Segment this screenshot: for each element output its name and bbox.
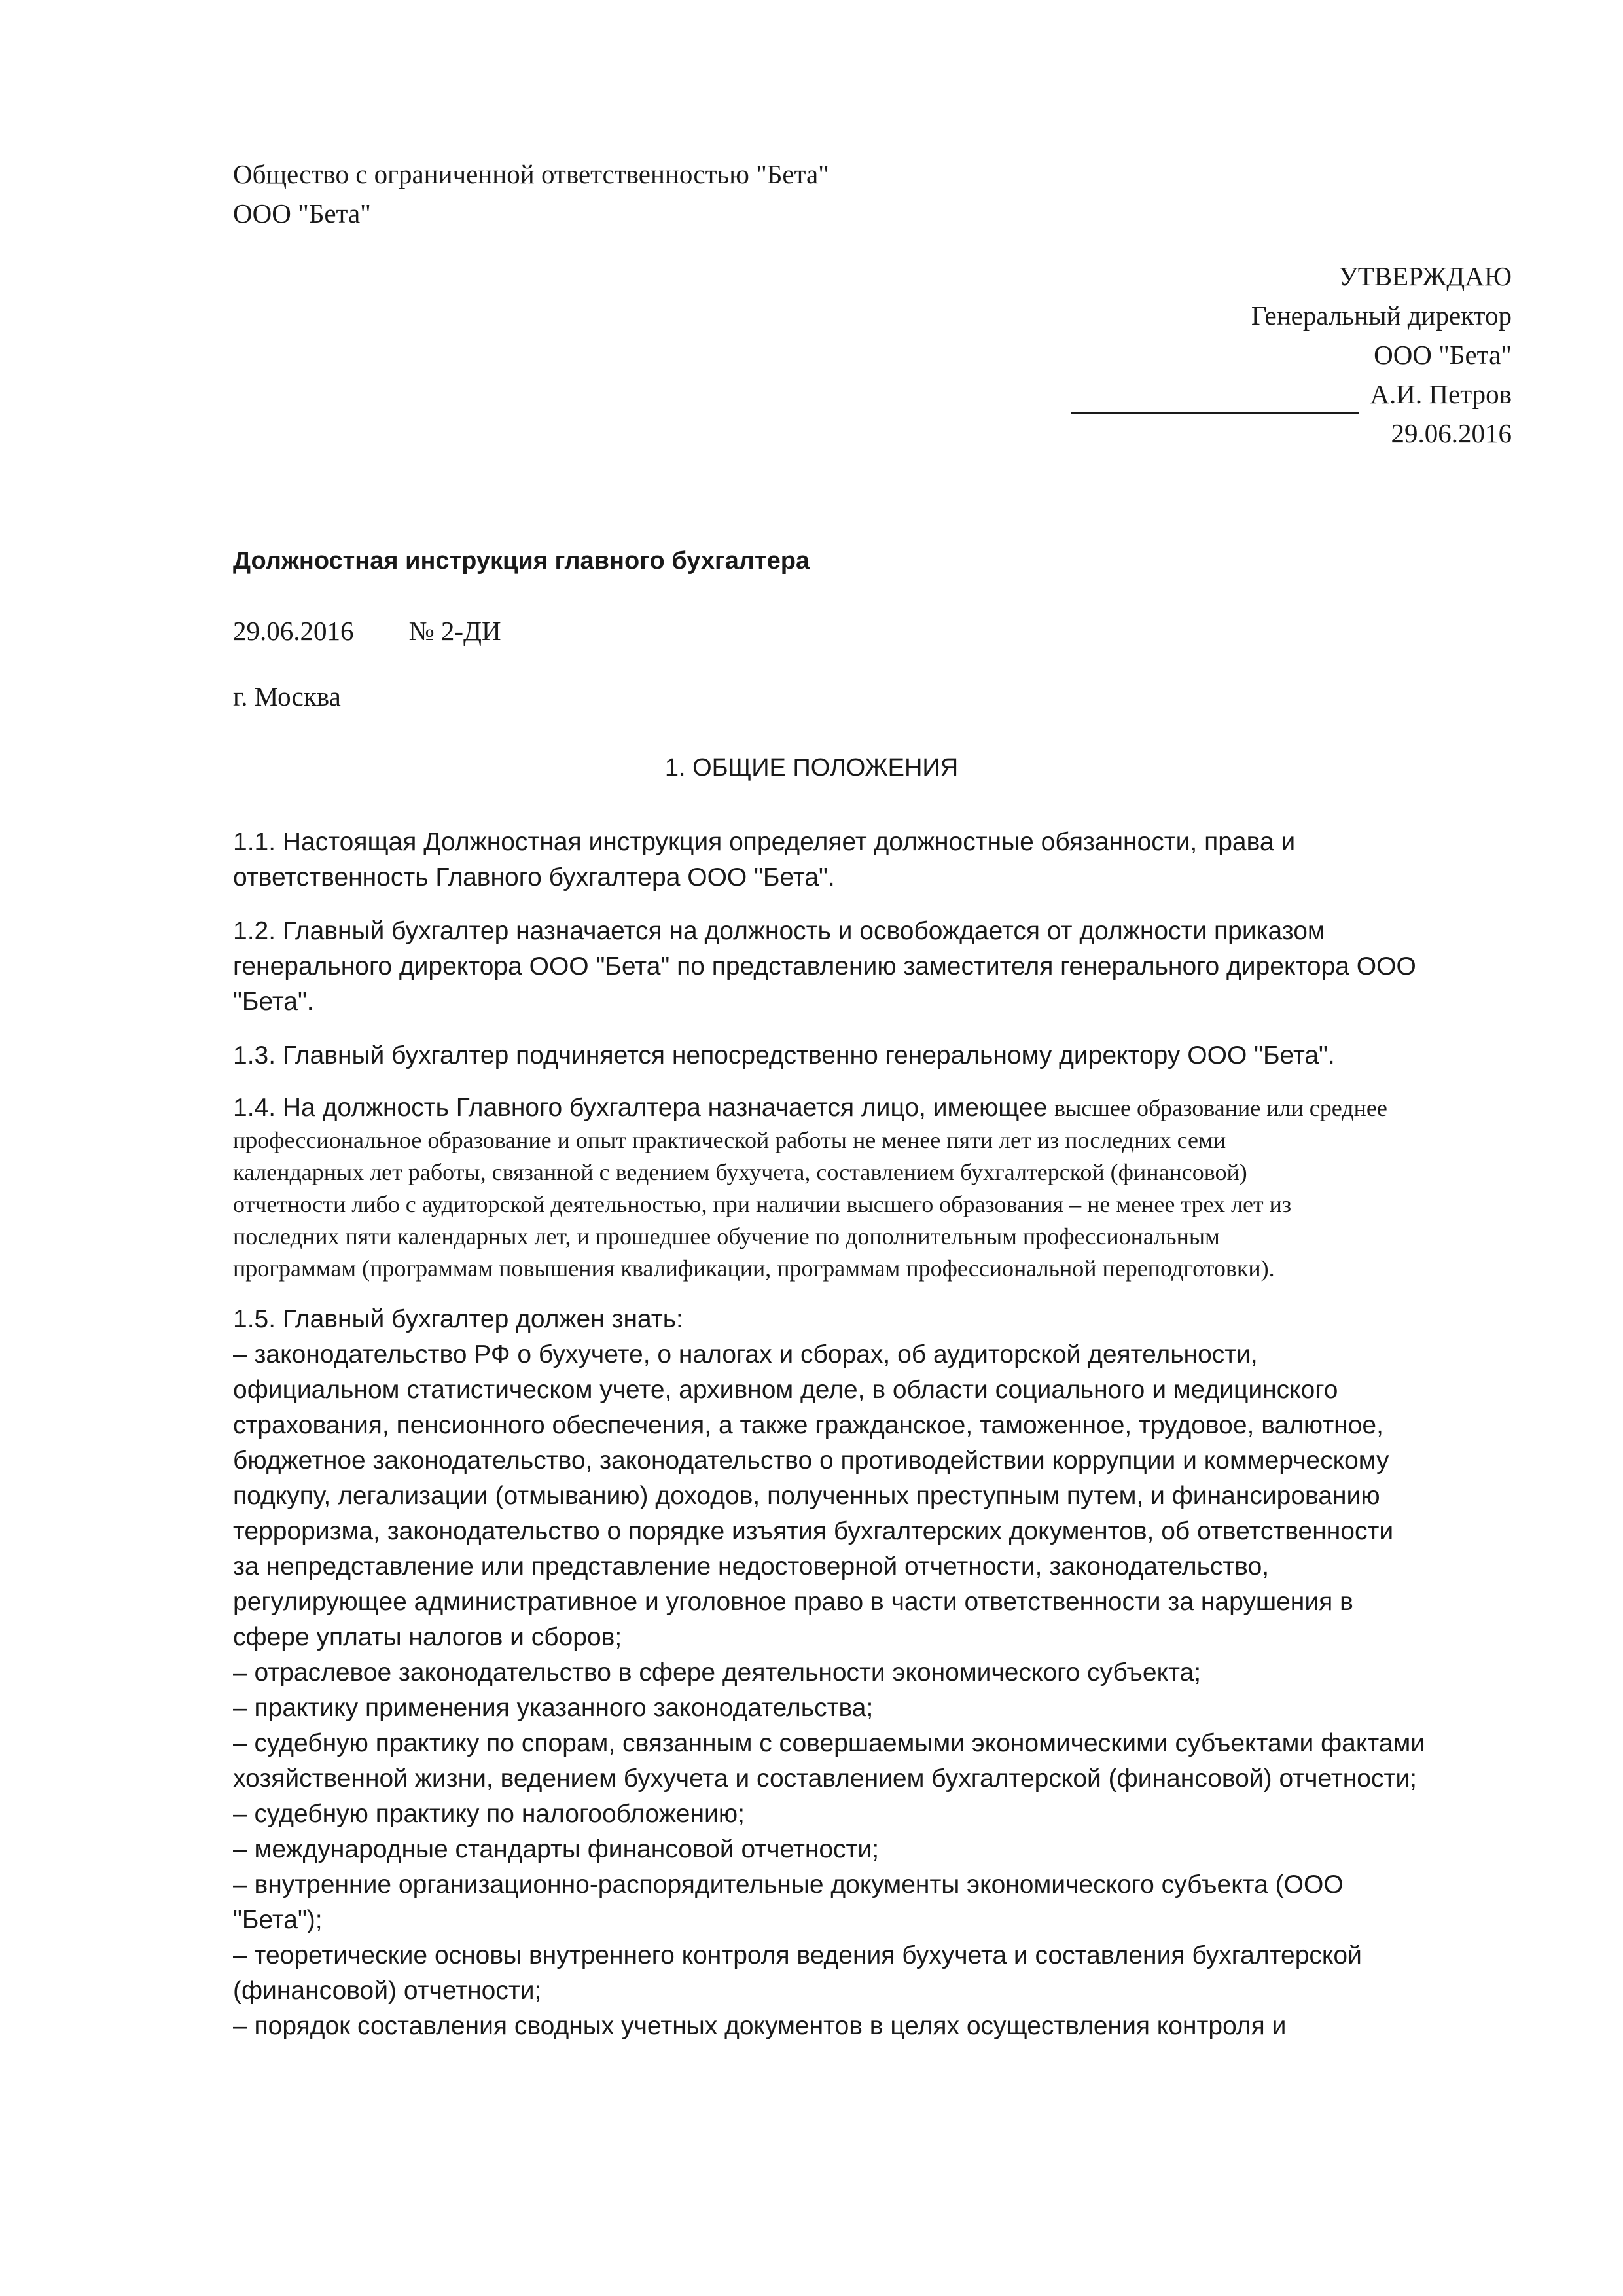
list-item-line: – законодательство РФ о бухучете, о налогах и сборах, об аудиторской деятельности, [233,1340,1258,1369]
paragraph-1-1 [233,825,1516,895]
list-item-line: подкупу, легализации (отмыванию) доходов, полученных преступным путем, и финансированию [233,1482,1380,1510]
list-item-line: сфере уплаты налогов и сборов; [233,1623,622,1651]
document-meta [233,615,501,647]
list-item-line: – порядок составления сводных учетных документов в целях осуществления контроля и [233,2012,1287,2040]
list-item-line: – отраслевое законодательство в сфере деятельности экономического субъекта; [233,1659,1202,1687]
approval-date: 29.06.2016 [1391,418,1512,448]
paragraph-1-2 [233,914,1516,1020]
paragraph-line: отчетности либо с аудиторской деятельностью, при наличии высшего образования – не менее трех лет из [233,1191,1292,1217]
signature-line [1071,384,1359,414]
list-item-line: – теоретические основы внутреннего контроля ведения бухучета и составления бухгалтерской [233,1941,1362,1969]
section-body [233,825,1516,2044]
list-item-line: регулирующее административное и уголовное право в части ответственности за нарушения в [233,1588,1353,1616]
list-item-line: – международные стандарты финансовой отчетности; [233,1835,880,1863]
signature-row [923,374,1512,414]
list-item-line: – внутренние организационно-распорядительные документы экономического субъекта (ООО [233,1871,1344,1899]
organization-header [233,154,829,233]
document-date: 29.06.2016 [233,616,354,646]
paragraph-1-4-lead-serif: высшее образование или среднее [1054,1095,1387,1121]
paragraph-1-5 [233,1302,1516,2044]
list-item-line: – практику применения указанного законодательства; [233,1694,874,1722]
paragraph-line: 1.2. Главный бухгалтер назначается на должность и освобождается от должности приказом [233,917,1325,945]
document-city: г. Москва [233,681,341,711]
paragraph-line: "Бета". [233,988,314,1016]
list-item-line: бюджетное законодательство, законодательство о противодействии коррупции и коммерческому [233,1446,1389,1475]
paragraph-line [233,1092,1516,1124]
approval-signer: А.И. Петров [1370,379,1512,409]
list-item-line: страхования, пенсионного обеспечения, а также гражданское, таможенное, трудовое, валютное, [233,1411,1383,1439]
approval-position: Генеральный директор [1251,300,1512,331]
list-item-line: – судебную практику по спорам, связанным с совершаемыми экономическими субъектами фактами [233,1729,1425,1757]
approval-block [923,257,1512,453]
paragraph-line: 1.1. Настоящая Должностная инструкция определяет должностные обязанности, права и [233,828,1296,856]
paragraph-1-3 [233,1038,1516,1073]
approval-company: ООО "Бета" [1374,340,1512,370]
list-item-line: – судебную практику по налогообложению; [233,1800,745,1828]
list-item-line: (финансовой) отчетности; [233,1977,542,2005]
paragraph-1-4 [233,1092,1516,1285]
list-item-line: хозяйственной жизни, ведением бухучета и составлением бухгалтерской (финансовой) отчетности; [233,1765,1417,1793]
paragraph-line: 1.5. Главный бухгалтер должен знать: [233,1305,683,1333]
document-number: № 2-ДИ [408,616,501,646]
document-title: Должностная инструкция главного бухгалтера [233,547,810,575]
list-item-line: терроризма, законодательство о порядке изъятия бухгалтерских документов, об ответственности [233,1517,1394,1545]
paragraph-line: программам (программам повышения квалификации, программам профессиональной переподготовки). [233,1255,1275,1282]
paragraph-line: генерального директора ООО "Бета" по представлению заместителя генерального директора ООО [233,952,1416,980]
organization-short-name: ООО "Бета" [233,198,371,228]
organization-full-name: Общество с ограниченной ответственностью "Бета" [233,159,829,189]
approval-word: УТВЕРЖДАЮ [1338,261,1512,291]
paragraph-line: ответственность Главного бухгалтера ООО "Бета". [233,863,835,891]
list-item-line: официальном статистическом учете, архивном деле, в области социального и медицинского [233,1376,1338,1404]
section-heading: 1. ОБЩИЕ ПОЛОЖЕНИЯ [664,754,959,781]
paragraph-line: календарных лет работы, связанной с ведением бухучета, составлением бухгалтерской (финансовой) [233,1159,1247,1185]
paragraph-line: последних пяти календарных лет, и прошедшее обучение по дополнительным профессиональным [233,1223,1220,1249]
list-item-line: за непредставление или представление недостоверной отчетности, законодательство, [233,1552,1270,1581]
list-item-line: "Бета"); [233,1906,323,1934]
paragraph-line: профессиональное образование и опыт практической работы не менее пяти лет из последних семи [233,1127,1226,1153]
paragraph-line: 1.3. Главный бухгалтер подчиняется непосредственно генеральному директору ООО "Бета". [233,1041,1335,1069]
paragraph-1-4-lead: 1.4. На должность Главного бухгалтера назначается лицо, имеющее [233,1094,1055,1122]
